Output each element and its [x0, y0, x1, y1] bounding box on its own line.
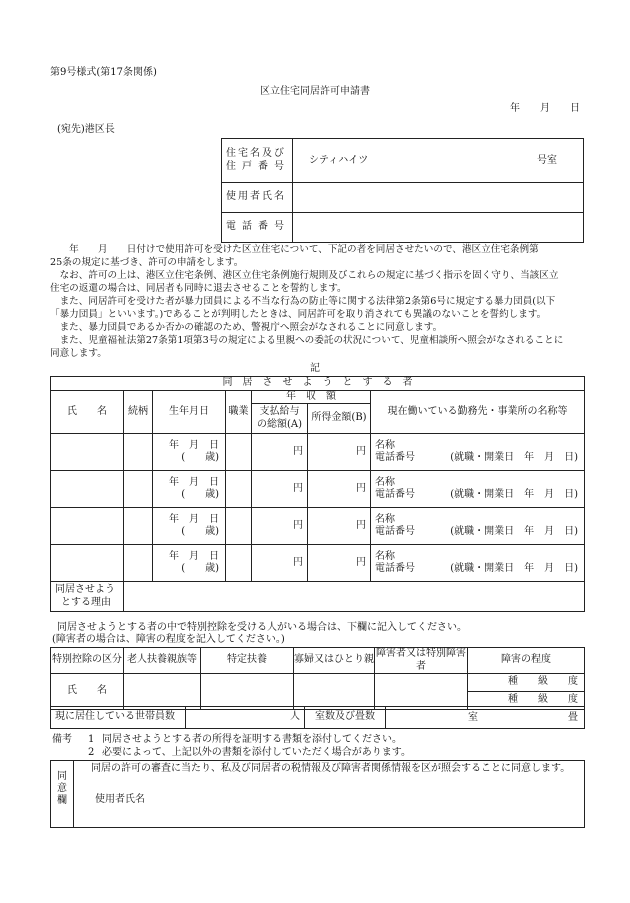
table-row [51, 434, 585, 471]
deduction-header-widow: 寡婦又はひとり親 [294, 648, 375, 674]
address-field[interactable] [293, 139, 584, 183]
reason-label [51, 582, 124, 612]
birth-date-text: 年 月 日 [169, 476, 219, 488]
remark-text-1: 同居させようとする者の所得を証明する書類を添付してください。 [102, 734, 402, 745]
col-job: 職業 [226, 390, 252, 434]
col-name: 氏 名 [51, 390, 124, 434]
start-date-label: (就職・開業日 年 月 日) [450, 563, 578, 574]
form-number: 第9号様式(第17条関係) [50, 67, 157, 78]
birth-date-text: 年 月 日 [169, 550, 219, 562]
consent-label: 同意欄 [57, 771, 67, 806]
col-workplace: 現在働いている勤務先・事業所の名称等 [371, 390, 585, 434]
household-people-cell[interactable]: 人 [186, 707, 305, 729]
remark-number-2: 2 [88, 747, 95, 758]
salary-cell[interactable]: 円 [252, 508, 308, 545]
relation-cell[interactable] [124, 434, 153, 471]
birth-date-text: 年 月 日 [169, 439, 219, 451]
deduction-header-grade: 障害の程度 [468, 648, 585, 674]
table-row [51, 508, 585, 545]
remark-number-1: 1 [88, 734, 95, 745]
name-cell[interactable] [51, 545, 124, 582]
rooms-cell[interactable] [386, 707, 585, 729]
workplace-phone-label: 電話番号 [375, 452, 415, 463]
col-birth: 生年月日 [153, 390, 226, 434]
col-salary-line1: 支払給与 [259, 406, 300, 417]
birth-date-text: 年 月 日 [169, 513, 219, 525]
birth-age-text: ( 歳) [181, 563, 219, 574]
workplace-name-label: 名称 [375, 439, 395, 451]
birth-cell[interactable] [153, 471, 226, 508]
reason-field[interactable] [124, 582, 585, 612]
address-label [222, 139, 293, 183]
addressee: (宛先)港区長 [57, 124, 115, 135]
workplace-name-label: 名称 [375, 476, 395, 488]
user-name-label: 使用者氏名 [222, 183, 293, 213]
paragraph-5-line-1: また、児童福祉法第27条第1項第3号の規定による里親への委託の状況について、児童相談所へ照会がなされることに [50, 335, 564, 346]
building-name: シティハイツ [309, 155, 369, 166]
user-name-field[interactable] [293, 183, 584, 213]
workplace-phone-label: 電話番号 [375, 489, 415, 500]
remark-text-2: 必要によって、上記以外の書類を添付していただく場合があります。 [102, 747, 411, 758]
deduction-table [50, 647, 585, 710]
col-relation: 続柄 [124, 390, 153, 434]
salary-cell[interactable]: 円 [252, 434, 308, 471]
job-cell[interactable] [226, 471, 252, 508]
ki-mark: 記 [310, 363, 320, 374]
name-cell[interactable] [51, 508, 124, 545]
workplace-cell[interactable] [371, 545, 585, 582]
workplace-phone-label: 電話番号 [375, 526, 415, 537]
deduction-note-2: (障害者の場合は、障害の程度を記入してください。) [52, 634, 285, 645]
col-salary-line2: の総額(A) [256, 418, 303, 430]
job-cell[interactable] [226, 434, 252, 471]
col-salary [252, 404, 308, 434]
paragraph-3-line-2: 「暴力団員」といいます。)であることが判明したときは、同居許可を取り消されても異議のないことを誓約します。 [50, 309, 547, 320]
phone-field[interactable] [293, 213, 584, 243]
birth-age-text: ( 歳) [181, 489, 219, 500]
salary-cell[interactable]: 円 [252, 545, 308, 582]
page-title: 区立住宅同居許可申請書 [260, 86, 370, 97]
deduction-note-1: 同居させようとする者の中で特別控除を受ける人がいる場合は、下欄に記入してください。 [57, 622, 467, 633]
paragraph-1-line-1: 年 月 日付けで使用許可を受けた区立住宅について、下記の者を同居させたいので、港区立住宅条例第 [50, 244, 539, 255]
income-cell[interactable]: 円 [308, 545, 371, 582]
grade-cell[interactable]: 種 級 度 [468, 692, 585, 710]
relation-cell[interactable] [124, 508, 153, 545]
table-row [51, 545, 585, 582]
paragraph-5-line-2: 同意します。 [50, 348, 107, 359]
relation-cell[interactable] [124, 471, 153, 508]
consent-text: 同居の許可の審査に当たり、私及び同居者の税情報及び障害者関係情報を区が照会することに同意します。 [91, 763, 571, 774]
widow-cell[interactable] [294, 674, 375, 710]
deduction-header-disabled: 障害者又は特別障害者 [376, 648, 466, 672]
deduction-header-specific: 特定扶養 [201, 648, 294, 674]
reason-label-line1: 同居させよう [55, 584, 115, 595]
cohabitant-section-header: 同 居 さ せ よ う と す る 者 [51, 377, 585, 391]
birth-cell[interactable] [153, 508, 226, 545]
household-label: 現に居住している世帯員数 [51, 707, 186, 729]
table-row [51, 471, 585, 508]
deduction-name-label: 氏 名 [51, 674, 124, 710]
specific-cell[interactable] [201, 674, 294, 710]
start-date-label: (就職・開業日 年 月 日) [450, 526, 578, 537]
start-date-label: (就職・開業日 年 月 日) [450, 452, 578, 463]
income-cell[interactable]: 円 [308, 508, 371, 545]
birth-cell[interactable] [153, 545, 226, 582]
consent-box [50, 760, 585, 828]
declaration-text [50, 243, 585, 360]
job-cell[interactable] [226, 508, 252, 545]
phone-label: 電話番号 [222, 213, 293, 243]
workplace-name-label: 名称 [375, 550, 395, 562]
birth-age-text: ( 歳) [181, 526, 219, 537]
household-table [50, 706, 585, 729]
col-income-amount: 所得金額(B) [308, 404, 371, 434]
workplace-cell[interactable] [371, 508, 585, 545]
remarks-label: 備考 [52, 734, 72, 745]
workplace-cell[interactable] [371, 434, 585, 471]
birth-cell[interactable] [153, 434, 226, 471]
paragraph-2-line-2: 住宅の返還の場合は、同居者も同時に退去させることを誓約します。 [50, 283, 347, 294]
paragraph-3-line-1: また、同居許可を受けた者が暴力団員による不当な行為の防止等に関する法律第2条第6号に規定する暴力団員(以下 [50, 296, 556, 307]
tatami-unit: 畳 [568, 712, 578, 723]
name-cell[interactable] [51, 471, 124, 508]
birth-age-text: ( 歳) [181, 452, 219, 463]
rooms-label: 室数及び畳数 [305, 707, 386, 729]
address-label-line2: 住戸番号 [226, 160, 290, 172]
deduction-header-elderly: 老人扶養親族等 [124, 648, 201, 674]
workplace-cell[interactable] [371, 471, 585, 508]
paragraph-2-line-1: なお、許可の上は、港区立住宅条例、港区立住宅条例施行規則及びこれらの規定に基づく指示を固く守り、当該区立 [50, 270, 559, 281]
applicant-table [221, 138, 584, 243]
deduction-header-category: 特別控除の区分 [51, 648, 124, 674]
workplace-phone-label: 電話番号 [375, 563, 415, 574]
name-cell[interactable] [51, 434, 124, 471]
consent-label-cell [51, 761, 74, 827]
disabled-cell[interactable] [375, 674, 468, 710]
elderly-cell[interactable] [124, 674, 201, 710]
room-unit: 室 [468, 712, 478, 723]
workplace-name-label: 名称 [375, 513, 395, 525]
paragraph-4-line-1: また、暴力団員であるか否かの確認のため、警視庁へ照会がなされることに同意します。 [50, 322, 443, 333]
address-label-line1: 住宅名及び [226, 148, 286, 159]
cohabitant-table [50, 376, 585, 612]
income-cell[interactable]: 円 [308, 471, 371, 508]
income-cell[interactable]: 円 [308, 434, 371, 471]
paragraph-1-line-2: 25条の規定に基づき、許可の申請をします。 [50, 257, 244, 268]
grade-cell[interactable]: 種 級 度 [468, 674, 585, 692]
reason-label-line2: とする理由 [61, 596, 111, 608]
col-income: 年 収 額 [252, 390, 371, 404]
relation-cell[interactable] [124, 545, 153, 582]
consent-user-name-label: 使用者氏名 [95, 794, 145, 805]
salary-cell[interactable]: 円 [252, 471, 308, 508]
room-suffix: 号室 [537, 155, 557, 166]
start-date-label: (就職・開業日 年 月 日) [450, 489, 578, 500]
date-line: 年 月 日 [510, 103, 580, 114]
job-cell[interactable] [226, 545, 252, 582]
